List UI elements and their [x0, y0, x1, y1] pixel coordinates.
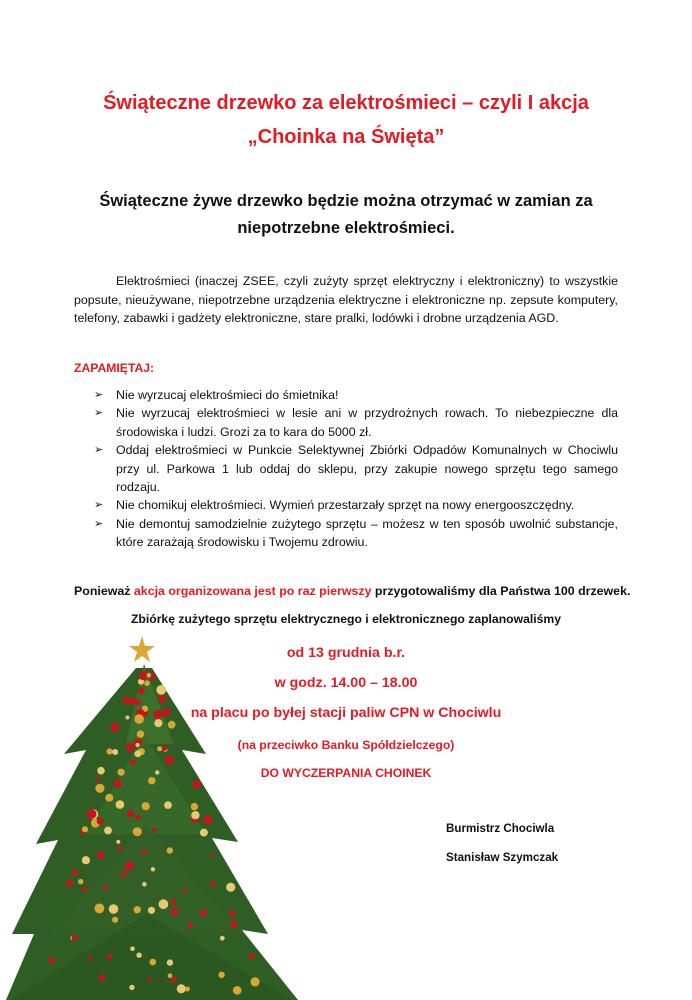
ornament-bauble	[66, 880, 73, 887]
ornament-bauble	[110, 723, 119, 732]
ornament-bauble	[126, 743, 135, 752]
ornament-bauble	[171, 908, 178, 915]
collection-intro: Zbiórkę zużytego sprzętu elektrycznego i elektronicznego zaplanowaliśmy	[130, 612, 562, 626]
list-item	[92, 386, 618, 404]
ornament-bauble	[171, 977, 177, 983]
because-sentence	[74, 584, 634, 598]
ornament-bauble	[250, 977, 259, 986]
list-item	[92, 441, 618, 496]
arrowhead-bullet-icon: ➢	[94, 389, 104, 401]
ornament-bauble	[97, 767, 105, 775]
rule-text: Oddaj elektrośmieci w Punkcie Selektywnej Zbiórki Odpadów Komunalnych w Chociwlu przy ul. Parkowa 1 lub oddaj do sklepu, przy zakupie nowego sprzętu tego samego rodzaju.	[116, 443, 618, 495]
ornament-bauble	[97, 851, 105, 859]
ornament-bauble	[233, 986, 242, 995]
subtitle-line-1: Świąteczne żywe drzewko będzie można otrzymać w zamian za	[99, 192, 593, 210]
star-topper-icon	[129, 636, 155, 662]
ornament-bauble	[72, 935, 78, 941]
ornament-bauble	[124, 866, 129, 871]
intro-paragraph	[74, 272, 618, 328]
ornament-bauble	[161, 697, 166, 702]
ornament-bauble	[220, 936, 225, 941]
ornament-bauble	[142, 882, 147, 887]
ornament-bauble	[95, 904, 105, 914]
ornament-bauble	[156, 685, 166, 695]
ornament-bauble	[78, 879, 83, 884]
signature-name: Stanisław Szymczak	[446, 851, 559, 864]
ornament-bauble	[165, 755, 174, 764]
ornament-bauble	[133, 827, 142, 836]
ornament-bauble	[249, 953, 255, 959]
because-part-3: przygotowaliśmy dla Państwa 100 drzewek.	[371, 584, 631, 598]
ornament-bauble	[142, 850, 147, 855]
ornament-bauble	[107, 954, 112, 959]
ornament-bauble	[191, 803, 198, 810]
subtitle	[60, 188, 632, 242]
ornament-bauble	[218, 972, 224, 978]
rule-text: Nie wyrzucaj elektrośmieci do śmietnika!	[116, 388, 339, 402]
remember-heading: ZAPAMIĘTAJ:	[74, 361, 155, 375]
collection-hours: w godz. 14.00 – 18.00	[274, 675, 418, 691]
ornament-bauble	[159, 899, 169, 909]
ornament-bauble	[230, 921, 237, 928]
ornament-bauble	[163, 708, 171, 716]
ornament-bauble	[170, 899, 176, 905]
ornament-bauble	[134, 750, 141, 757]
christmas-tree-illustration	[6, 634, 306, 1000]
ornament-bauble	[150, 959, 157, 966]
ornament-bauble	[107, 748, 113, 754]
ornament-bauble	[136, 953, 141, 958]
arrowhead-bullet-icon: ➢	[94, 517, 104, 530]
ornament-bauble	[148, 907, 155, 914]
ornament-bauble	[135, 815, 141, 821]
ornament-bauble	[167, 959, 173, 965]
ornament-bauble	[157, 746, 162, 751]
rule-text: Nie demontuj samodzielnie zużytego sprzętu – możesz w ten sposób uwolnić substancje, które zarażają środowisku i Twojemu zdrowiu.	[116, 516, 618, 550]
page-title	[40, 86, 652, 154]
ornament-bauble	[96, 777, 100, 781]
ornament-bauble	[48, 957, 54, 963]
rule-text: Nie chomikuj elektrośmieci. Wymień przestarzały sprzęt na nowy energooszczędny.	[116, 498, 575, 513]
intro-text: Elektrośmieci (inaczej ZSEE, czyli zużyty sprzęt elektryczny i elektroniczny) to wszystkie popsute, nieużywane, niepotrzebne urządzenia elektryczne i elektroniczne np. zepsute komputery, telefony, zabawki i gadżety elektroniczne, stare pralki, lodówki i drobne urządzenia AGD.	[74, 274, 618, 325]
arrowhead-bullet-icon: ➢	[94, 407, 104, 420]
ornament-bauble	[112, 917, 118, 923]
title-line-2: „Choinka na Święta”	[247, 126, 445, 148]
ornament-bauble	[200, 909, 207, 916]
ornament-bauble	[200, 829, 208, 837]
ornament-bauble	[97, 818, 104, 825]
ornament-bauble	[155, 770, 159, 774]
tree-foliage	[6, 664, 298, 1000]
because-part-1: Ponieważ	[74, 584, 134, 598]
ornament-bauble	[134, 906, 141, 913]
ornament-bauble	[151, 867, 155, 871]
ornament-bauble	[168, 721, 176, 729]
ornament-bauble	[148, 977, 152, 981]
ornament-bauble	[95, 784, 104, 793]
because-highlight: akcja organizowana jest po raz pierwszy	[133, 584, 372, 598]
list-item	[92, 515, 618, 552]
ornament-bauble	[87, 809, 97, 819]
ornament-bauble	[177, 984, 186, 993]
ornament-bauble	[130, 759, 136, 765]
ornament-bauble	[82, 826, 88, 832]
ornament-bauble	[185, 987, 190, 992]
ornament-bauble	[134, 714, 144, 724]
collection-place: na placu po byłej stacji paliw CPN w Chociwlu	[190, 705, 502, 721]
ornament-bauble	[71, 869, 77, 875]
ornament-bauble	[125, 716, 129, 720]
ornament-bauble	[226, 883, 235, 892]
ornament-bauble	[82, 887, 87, 892]
ornament-bauble	[210, 881, 215, 886]
collection-place-note: (na przeciwko Banku Spółdzielczego)	[237, 738, 455, 752]
ornament-bauble	[129, 985, 134, 990]
ornament-bauble	[116, 840, 120, 844]
list-item	[92, 404, 618, 441]
ornament-bauble	[109, 904, 119, 914]
ornament-bauble	[104, 827, 112, 835]
ornament-bauble	[154, 710, 163, 719]
rules-list	[92, 386, 618, 552]
collection-until: DO WYCZERPANIA CHOINEK	[260, 766, 432, 780]
arrowhead-bullet-icon: ➢	[94, 444, 104, 457]
ornament-bauble	[117, 846, 122, 851]
ornament-bauble	[82, 856, 90, 864]
ornament-bauble	[183, 889, 187, 893]
ornament-bauble	[114, 780, 122, 788]
ornament-bauble	[121, 872, 127, 878]
ornament-bauble	[147, 673, 152, 678]
ornament-bauble	[162, 745, 168, 751]
ornament-bauble	[164, 801, 172, 809]
ornament-bauble	[192, 780, 201, 789]
ornament-bauble	[127, 810, 134, 817]
ornament-bauble	[88, 957, 92, 961]
ornament-bauble	[187, 923, 193, 929]
ornament-bauble	[154, 719, 162, 727]
ornament-bauble	[152, 828, 157, 833]
ornament-bauble	[203, 815, 212, 824]
ornament-bauble	[116, 800, 125, 809]
ornament-bauble	[99, 974, 106, 981]
collection-date: od 13 grudnia b.r.	[286, 645, 406, 661]
ornament-bauble	[142, 802, 150, 810]
ornament-bauble	[112, 749, 118, 755]
ornament-bauble	[130, 946, 135, 951]
ornament-bauble	[105, 794, 113, 802]
subtitle-line-2: niepotrzebne elektrośmieci.	[237, 219, 455, 237]
title-line-1: Świąteczne drzewko za elektrośmieci – czyli I akcja	[103, 92, 589, 114]
list-item	[92, 496, 618, 514]
ornament-bauble	[138, 687, 145, 694]
ornament-bauble	[191, 811, 199, 819]
ornament-bauble	[210, 853, 214, 857]
rule-text: Nie wyrzucaj elektrośmieci w lesie ani w przydrożnych rowach. To niebezpieczne dla środowiska i ludzi. Grozi za to kara do 5000 zł.	[116, 406, 618, 439]
arrowhead-bullet-icon: ➢	[94, 499, 104, 512]
ornament-bauble	[229, 910, 236, 917]
ornament-bauble	[134, 699, 141, 706]
signature-role: Burmistrz Chociwla	[446, 822, 555, 835]
ornament-bauble	[168, 973, 173, 978]
ornament-bauble	[144, 680, 150, 686]
ornament-bauble	[136, 743, 140, 747]
ornament-bauble	[148, 777, 155, 784]
ornament-bauble	[103, 885, 108, 890]
ornament-bauble	[167, 847, 173, 853]
ornament-bauble	[137, 730, 144, 737]
ornament-bauble	[118, 769, 125, 776]
